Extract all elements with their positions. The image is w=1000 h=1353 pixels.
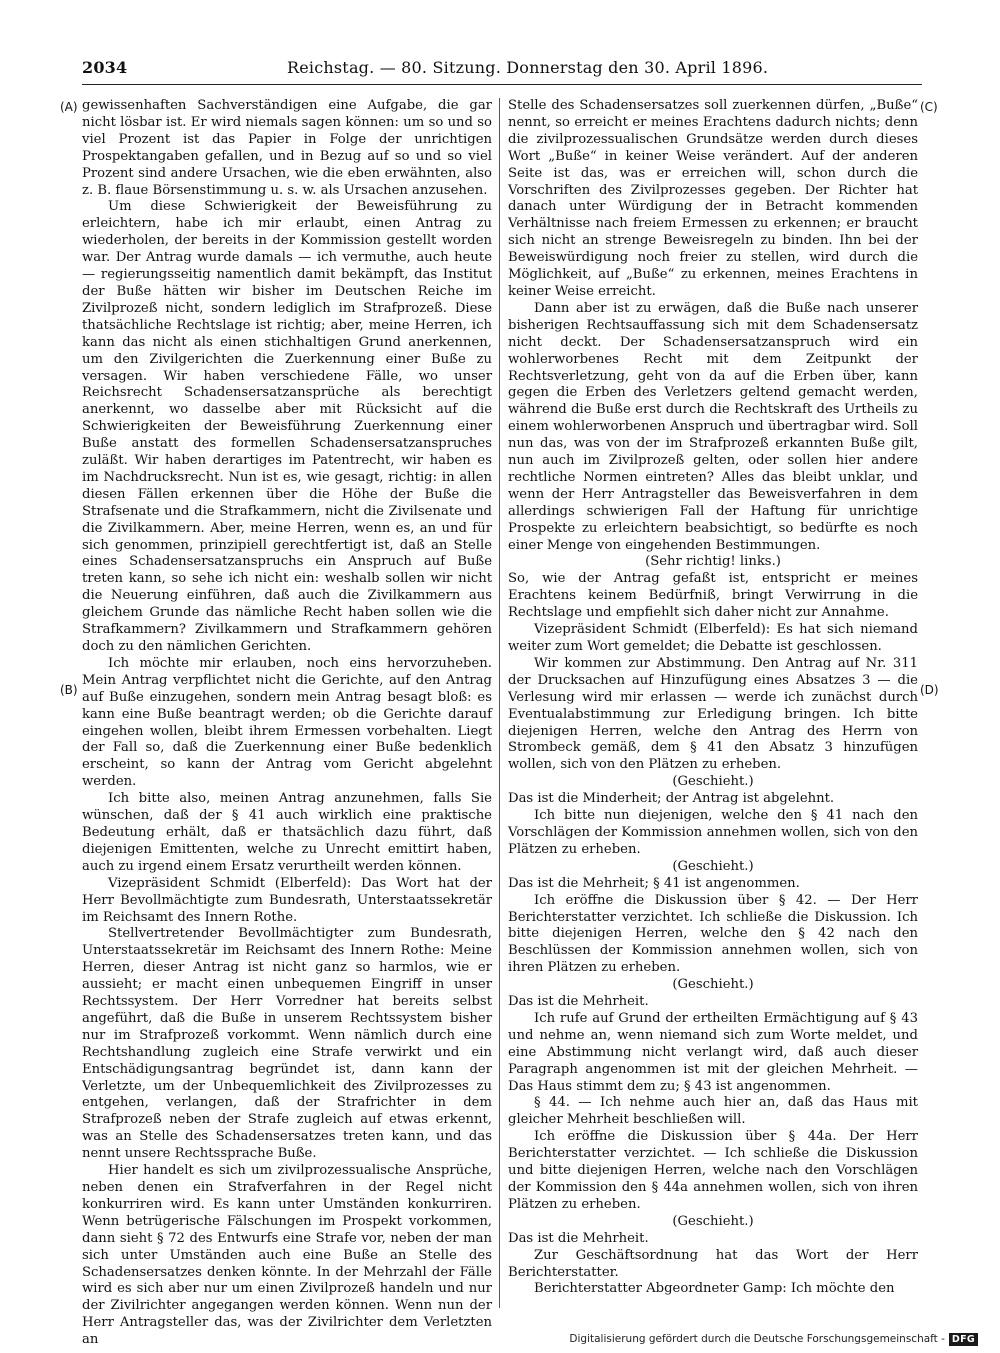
header-rule xyxy=(82,84,922,85)
paragraph: Ich möchte mir erlauben, noch eins hervorzuheben. Mein Antrag verpflichtet nicht die Gerichte, auf den Antrag auf Buße einzugehen, sondern mein Antrag besagt bloß: es kann eine Buße beantragt werden; ob die Gerichte darauf eingehen wollen, bleibt ihrem Ermessen vorbehalten. Liegt der Fall so, daß die Zuerkennung einer Buße bedenklich erscheint, so kann der Antrag vom Gericht abgelehnt werden. xyxy=(82,655,492,790)
page-header xyxy=(82,58,922,80)
column-divider xyxy=(499,98,500,1308)
credit-text: Digitalisierung gefördert durch die Deutsche Forschungsgemeinschaft - xyxy=(569,1333,945,1345)
paragraph: Vizepräsident Schmidt (Elberfeld): Das Wort hat der Herr Bevollmächtigte zum Bundesrath, Unterstaatssekretär im Reichsamt des Innern Rothe. xyxy=(82,875,492,925)
paragraph: Ich bitte also, meinen Antrag anzunehmen, falls Sie wünschen, daß der § 41 auch wirklich eine praktische Bedeutung erhält, daß er thatsächlich dazu führt, daß diejenigen Emittenten, welche zu Unrecht emittirt haben, auch zu irgend einem Ersatz verurtheilt werden können. xyxy=(82,791,492,874)
page-number: 2034 xyxy=(82,58,128,77)
paragraph: Ich rufe auf Grund der ertheilten Ermächtigung auf § 43 und nehme an, wenn niemand sich zum Worte meldet, und eine Abstimmung nicht verlangt wird, daß auch dieser Paragraph angenommen ist mit der gleichen Mehrheit. — Das Haus stimmt dem zu; § 43 ist angenommen. xyxy=(508,1010,918,1094)
paragraph: Stelle des Schadensersatzes soll zuerkennen dürfen, „Buße“ nennt, so erreicht er meines Erachtens dadurch nichts; denn die zivilprozessualischen Grundsätze werden durch dieses Wort „Buße“ in keiner Weise verändert. Auf der anderen Seite ist das, was er erreichen will, schon durch die Vorschriften des Zivilprozesses gegeben. Der Richter hat danach unter Würdigung der in Betracht kommenden Verhältnisse nach freiem Ermessen zu erkennen; er braucht sich nicht an strenge Beweisregeln zu binden. Ihn bei der Beweiswürdigung noch freier zu stellen, wird durch die Möglichkeit, auf „Buße“ zu erkennen, meines Erachtens in keiner Weise erreicht. xyxy=(508,98,918,299)
interjection: (Geschieht.) xyxy=(672,858,754,874)
paragraph: Das ist die Minderheit; der Antrag ist abgelehnt. xyxy=(508,791,835,807)
interjection: (Sehr richtig! links.) xyxy=(645,554,781,570)
interjection: (Geschieht.) xyxy=(672,1213,754,1229)
paragraph: So, wie der Antrag gefaßt ist, entspricht er meines Erachtens keinem Bedürfniß, bringt Verwirrung in die Rechtslage und empfiehlt sich daher nicht zur Annahme. xyxy=(508,571,918,621)
paragraph: Zur Geschäftsordnung hat das Wort der Herr Berichterstatter. xyxy=(508,1247,918,1280)
left-column xyxy=(82,98,492,1348)
running-title: Reichstag. — 80. Sitzung. Donnerstag den 30. April 1896. xyxy=(287,58,769,77)
margin-marker-d: (D) xyxy=(920,683,939,697)
interjection: (Geschieht.) xyxy=(672,774,754,790)
paragraph: § 44. — Ich nehme auch hier an, daß das Haus mit gleicher Mehrheit beschließen will. xyxy=(508,1095,918,1128)
paragraph: Stellvertretender Bevollmächtigter zum Bundesrath, Unterstaatssekretär im Reichsamt des Innern Rothe: Meine Herren, dieser Antrag ist nicht ganz so harmlos, wie er aussieht; er macht einen unbequemen Eingriff in unser Rechtssystem. Der Herr Vorredner hat bereits selbst angeführt, daß die Buße in unserem Rechtssystem bisher nur im Strafprozeß vorkommt. Wenn nämlich durch eine Rechtshandlung zugleich eine Strafe verwirkt und ein Entschädigungsantrag begründet ist, dann kann der Verletzte, um der Unbequemlichkeit des Zivilprozesses zu entgehen, verlangen, daß der Strafrichter in dem Strafprozeß neben der Strafe zugleich auf etwas erkennt, was an Stelle des Schadensersatzes treten kann, und das nennt unsere Rechtssprache Buße. xyxy=(82,926,492,1162)
margin-marker-c: (C) xyxy=(920,100,938,114)
paragraph: Ich bitte nun diejenigen, welche den § 41 nach den Vorschlägen der Kommission annehmen wollen, sich von den Plätzen zu erheben. xyxy=(508,808,918,857)
paragraph: Dann aber ist zu erwägen, daß die Buße nach unserer bisherigen Rechtsauffassung sich mit dem Schadensersatz nicht deckt. Der Schadensersatzanspruch wird ein wohlerworbenes Recht mit dem Zeitpunkt der Rechtsverletzung, geht von da auf die Erben über, kann gegen die Erben des Verletzers geltend gemacht werden, während die Buße erst durch die Rechtskraft des Urtheils zu einem wohlerworbenen Anspruch und übertragbar wird. Soll nun das, was von der im Strafprozeß erkannten Buße gilt, nun auch im Zivilprozeß gelten, oder sollen hier andere rechtliche Normen eintreten? Alles das bleibt unklar, und wenn der Herr Antragsteller das Beweisverfahren in dem allerdings schwierigen Fall der Haftung für unrichtige Prospekte zu erleichtern beabsichtigt, so bedürfte es noch einer Menge von eingehenden Bestimmungen. xyxy=(508,300,918,553)
paragraph: Das ist die Mehrheit. xyxy=(508,1230,649,1246)
paragraph: Um diese Schwierigkeit der Beweisführung zu erleichtern, habe ich mir erlaubt, einen Antrag zu wiederholen, der bereits in der Kommission gestellt worden war. Der Antrag wurde damals — ich vermuthe, auch heute — regierungsseitig namentlich damit bekämpft, das Institut der Buße hätten wir bisher im Deutschen Reiche im Zivilprozeß nicht, sondern lediglich im Strafprozeß. Diese thatsächliche Rechtslage ist richtig; aber, meine Herren, ich kann das nicht als einen stichhaltigen Grund anerkennen, um den Zivilgerichten die Zuerkennung einer Buße zu versagen. Wir haben verschiedene Fälle, wo unser Reichsrecht Schadensersatzansprüche als berechtigt anerkennt, wo dasselbe aber mit Rücksicht auf die Schwierigkeiten der Beweisführung Zuerkennung einer Buße anstatt des formellen Schadensersatzanspruches zuläßt. Wir haben derartiges im Patentrecht, wir haben es im Nachdrucksrecht. Nun ist es, wie gesagt, richtig: in allen diesen Fällen erkennen über die Höhe der Buße die Strafsenate und die Strafkammern, nicht die Zivilsenate und die Zivilkammern. Aber, meine Herren, wenn es, an und für sich genommen, prinzipiell gerechtfertigt ist, daß an Stelle eines Schadensersatzanspruchs ein Anspruch auf Buße treten kann, so sehe ich nicht ein: weshalb sollen wir nicht die Neuerung einführen, daß auch die Zivilkammern aus gleichem Grunde das nämliche Recht haben sollen wie die Strafkammern? Zivilkammern und Strafkammern gehören doch zu den nämlichen Gerichten. xyxy=(82,199,492,654)
right-column xyxy=(508,98,918,1308)
margin-marker-b: (B) xyxy=(60,683,78,697)
paragraph: gewissenhaften Sachverständigen eine Aufgabe, die gar nicht lösbar ist. Er wird niemals sagen können: um so und so viel Prozent ist das Papier in Folge der unrichtigen Prospektangaben gefallen, und in Bezug auf so und so viel Prozent sind andere Ursachen, wie die eben erwähnten, also z. B. flaue Börsenstimmung u. s. w. als Ursachen anzusehen. xyxy=(82,98,492,198)
digitization-credit xyxy=(569,1331,978,1347)
paragraph: Das ist die Mehrheit; § 41 ist angenommen. xyxy=(508,875,800,891)
paragraph: Ich eröffne die Diskussion über § 44a. Der Herr Berichterstatter verzichtet. — Ich schließe die Diskussion und bitte diejenigen Herren, welche nach den Vorschlägen der Kommission den § 44a annehmen wollen, sich von ihren Plätzen zu erheben. xyxy=(508,1129,918,1212)
paragraph: Hier handelt es sich um zivilprozessualische Ansprüche, neben denen ein Strafverfahren in der Regel nicht konkurriren wird. Es kann unter Umständen konkurriren. Wenn betrügerische Fälschungen im Prospekt vorkommen, dann sieht § 72 des Entwurfs eine Strafe vor, neben der man sich unter Umständen auch eine Buße an Stelle des Schadensersatzes denken könnte. In der Mehrzahl der Fälle wird es sich aber nur um einen Zivilprozeß handeln und nur der Zivilrichter angegangen werden können. Wenn nun der Herr Antragsteller das, was der Zivilrichter dem Verletzten an xyxy=(82,1163,492,1348)
paragraph: Das ist die Mehrheit. xyxy=(508,994,649,1010)
paragraph: Berichterstatter Abgeordneter Gamp: Ich möchte den xyxy=(534,1281,895,1297)
dfg-logo-icon: DFG xyxy=(949,1333,978,1346)
margin-marker-a: (A) xyxy=(60,100,78,114)
paragraph: Ich eröffne die Diskussion über § 42. — Der Herr Berichterstatter verzichtet. Ich schließe die Diskussion. Ich bitte diejenigen Herren, welche den § 42 nach den Beschlüssen der Kommission annehmen wollen, sich von ihren Plätzen zu erheben. xyxy=(508,892,918,976)
paragraph: Wir kommen zur Abstimmung. Den Antrag auf Nr. 311 der Drucksachen auf Hinzufügung eines Absatzes 3 — die Verlesung wird mir erlassen — werde ich zunächst durch Eventualabstimmung zur Erledigung bringen. Ich bitte diejenigen Herren, welche den Antrag des Herrn von Strombeck gemäß, dem § 41 den Absatz 3 hinzufügen wollen, sich von den Plätzen zu erheben. xyxy=(508,655,918,773)
paragraph: Vizepräsident Schmidt (Elberfeld): Es hat sich niemand weiter zum Wort gemeldet; die Debatte ist geschlossen. xyxy=(508,622,918,654)
interjection: (Geschieht.) xyxy=(672,977,754,993)
